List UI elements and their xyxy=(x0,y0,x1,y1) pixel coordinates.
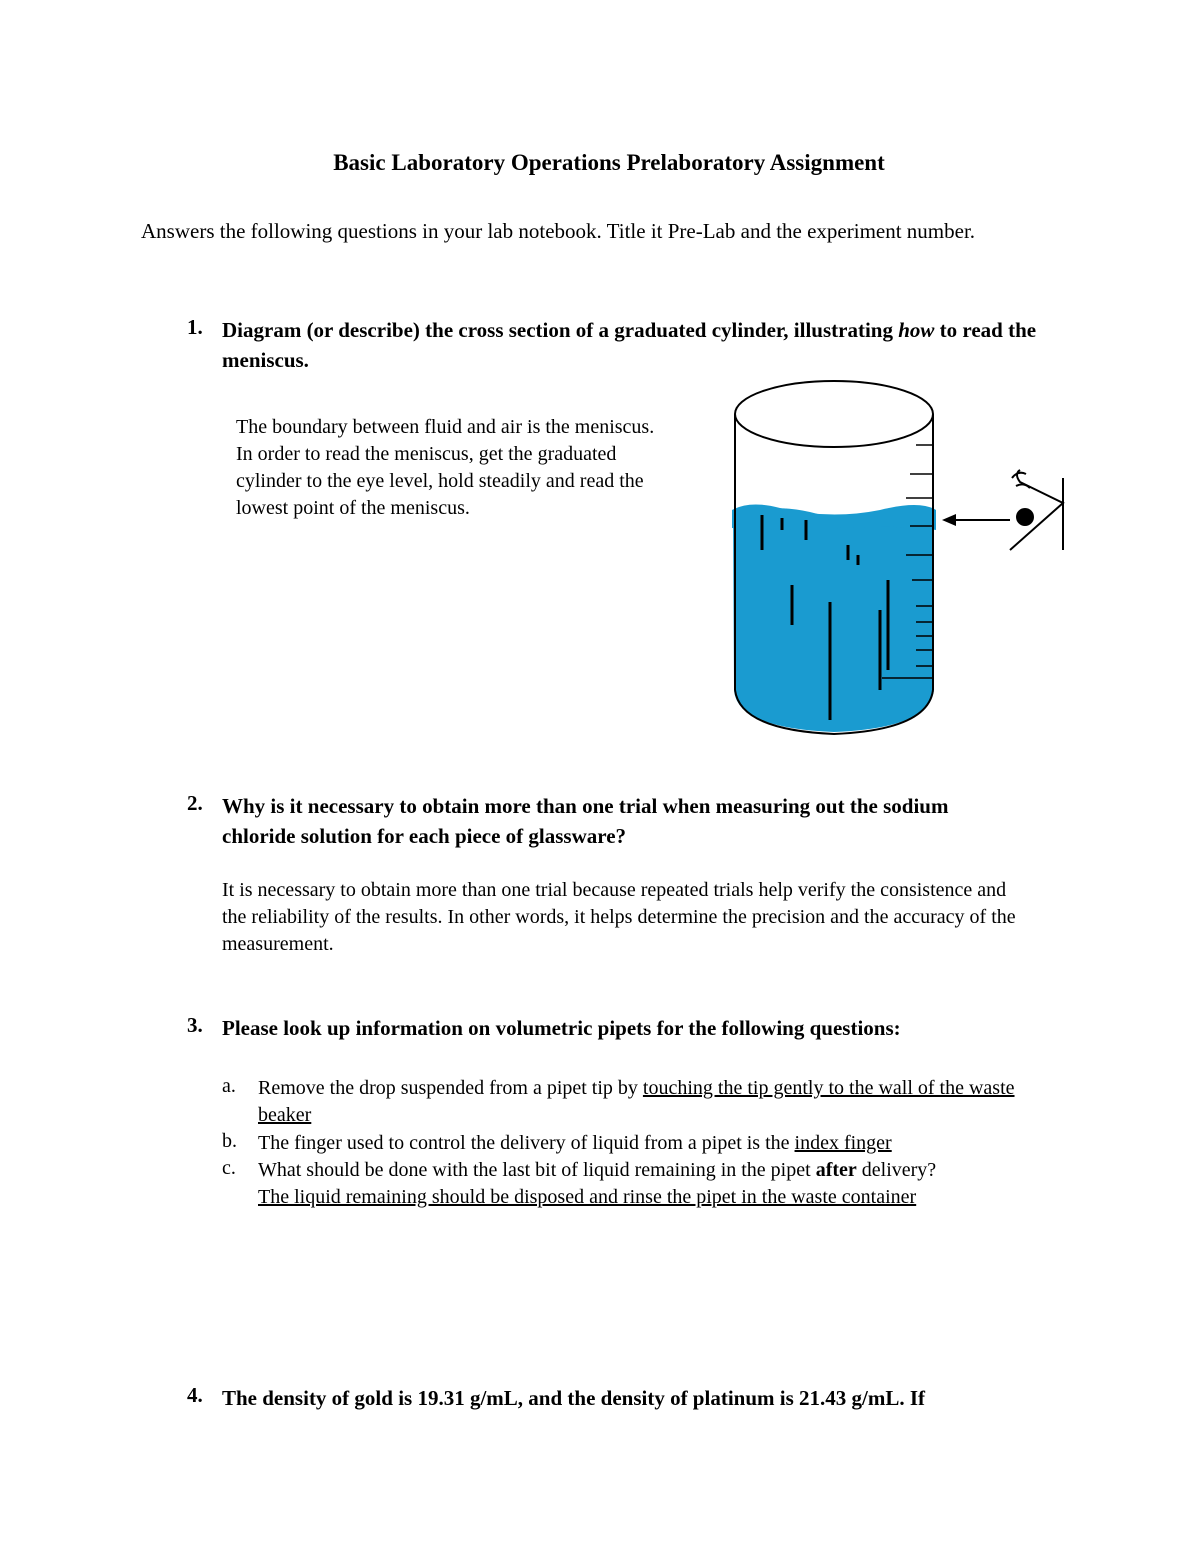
q3c-item xyxy=(258,1157,1068,1211)
q3a-item xyxy=(258,1075,1068,1129)
q1-answer: The boundary between fluid and air is the meniscus. In order to read the meniscus, get the graduated cylinder to the eye level, hold steadily and read the lowest point of the meniscus. xyxy=(236,416,655,519)
q3c-answer: The liquid remaining should be disposed and rinse the pipet in the waste container xyxy=(258,1186,917,1208)
q3a-letter: a. xyxy=(222,1075,236,1097)
q3c-text-before: What should be done with the last bit of liquid remaining in the pipet xyxy=(258,1159,816,1181)
q2-question: Why is it necessary to obtain more than one trial when measuring out the sodium chloride solution for each piece of glassware? xyxy=(222,794,949,848)
q3a-answer: touching the tip gently to the wall of the waste beaker xyxy=(258,1077,1015,1126)
q3b-item xyxy=(258,1130,1068,1157)
q3b-letter: b. xyxy=(222,1130,237,1152)
q1-text-before: Diagram (or describe) the cross section of a graduated cylinder, illustrating xyxy=(222,318,899,342)
graduated-cylinder-illustration xyxy=(720,370,1080,750)
q4-number: 4. xyxy=(187,1383,203,1407)
q3a-text: Remove the drop suspended from a pipet tip by xyxy=(258,1077,643,1099)
q3c-text-after: delivery? xyxy=(856,1159,937,1181)
q3b-answer: index finger xyxy=(794,1132,892,1154)
q3-number: 3. xyxy=(187,1013,203,1037)
page-title: Basic Laboratory Operations Prelaboratory Assignment xyxy=(333,150,885,175)
q3b-text: The finger used to control the delivery of liquid from a pipet is the xyxy=(258,1132,795,1154)
q1-text-after: to read the meniscus. xyxy=(222,318,1037,372)
q2-answer: It is necessary to obtain more than one trial because repeated trials help verify the consistence and the reliability of the results. In other words, it helps determine the precision and the accuracy of the measurement. xyxy=(222,879,1016,955)
q1-text-italic: how xyxy=(898,318,935,342)
q3-question: Please look up information on volumetric pipets for the following questions: xyxy=(222,1016,901,1040)
q3c-letter: c. xyxy=(222,1157,236,1179)
eye-icon xyxy=(1010,470,1063,550)
q4-question: The density of gold is 19.31 g/mL, and the density of platinum is 21.43 g/mL. If xyxy=(222,1386,926,1410)
q1-number: 1. xyxy=(187,315,203,339)
q1-question xyxy=(222,315,1042,375)
q2-number: 2. xyxy=(187,791,203,815)
q3c-bold: after xyxy=(815,1159,857,1181)
intro-text: Answers the following questions in your lab notebook. Title it Pre-Lab and the experiment number. xyxy=(141,219,976,243)
